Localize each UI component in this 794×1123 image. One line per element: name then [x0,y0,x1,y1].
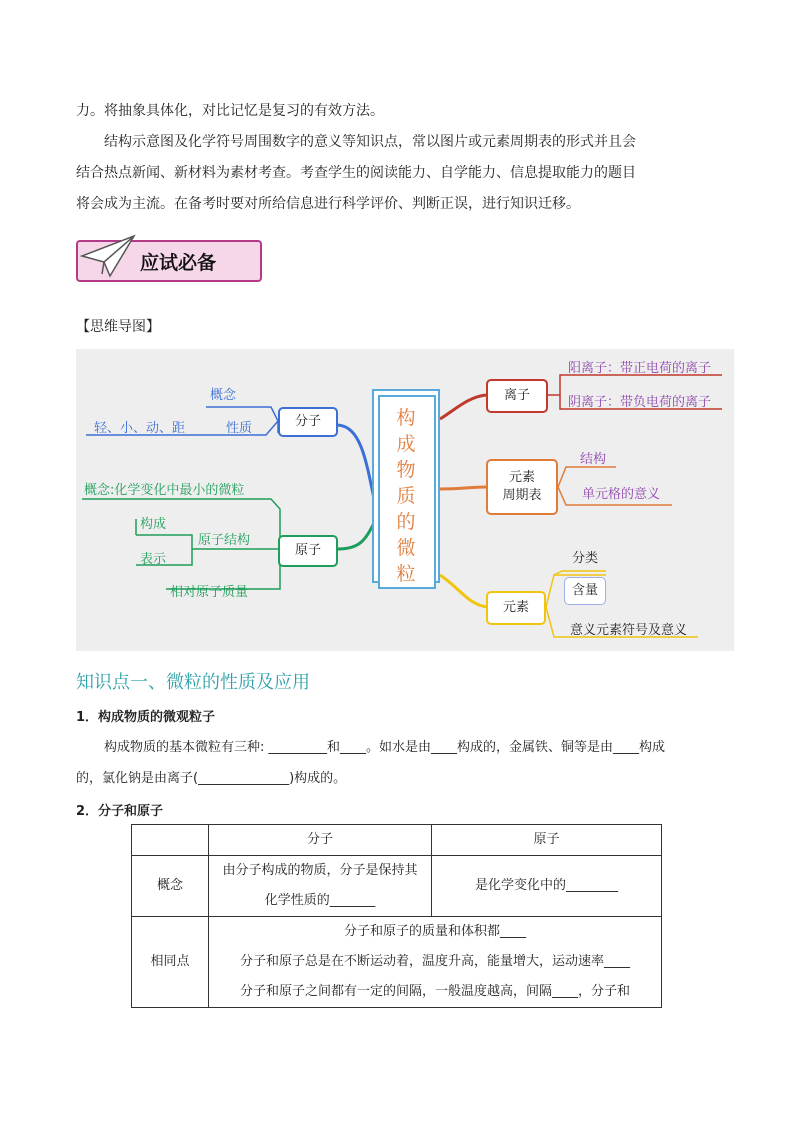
same-line-3: 分子和原子之间都有一定的间隔，一般温度越高，间隔____，分子和 [239,984,630,999]
table-header-row [132,825,662,856]
ion-cation: 阳离子：带正电荷的离子 [568,361,712,376]
table-row-concept [132,856,662,917]
banner-label: 应试必备 [140,252,217,274]
center-title: 构成物质的微粒 [396,407,416,585]
intro-line-1: 力。将抽象具体化，对比记忆是复习的有效方法。 [76,103,384,119]
table-header-empty [132,825,209,856]
row-label-same: 相同点 [132,917,209,1008]
element-node: 元素 [486,591,546,625]
intro-para-2-line-2: 结合热点新闻、新材料为素材考查。考查学生的阅读能力、自学能力、信息提取能力的题目 [76,165,636,181]
atom-composition: 构成 [140,517,167,532]
mindmap-title: 【思维导图】 [76,319,160,335]
element-classification: 分类 [572,551,599,566]
sub1-line-1: 构成物质的基本微粒有三种: _________和____。如水是由____构成的，金属铁、铜等是由____构成 [104,740,666,755]
sub1-line-2: 的，氯化钠是由离子(______________)构成的。 [76,771,347,786]
comparison-table [131,824,662,1008]
section-heading: 知识点一、微粒的性质及应用 [76,672,310,693]
intro-para-2-line-1: 结构示意图及化学符号周围数字的意义等知识点，常以图片或元素周期表的形式并且会 [104,134,636,150]
periodic-label-2: 周期表 [502,488,542,503]
subheading-1: 1．构成物质的微观粒子 [76,710,216,725]
row-label-concept: 概念 [132,856,209,917]
periodic-node [486,459,558,515]
atom-relative-mass: 相对原子质量 [170,585,249,600]
element-symbol-meaning: 意义元素符号及意义 [570,623,688,638]
same-line-1: 分子和原子的质量和体积都____ [343,924,526,939]
molecule-nature: 性质 [226,421,253,436]
periodic-label-1: 元素 [508,470,535,485]
table-row-same [132,917,662,1008]
atom-representation: 表示 [140,552,167,567]
atom-node: 原子 [278,535,338,567]
table-header-molecule: 分子 [209,825,432,856]
periodic-structure: 结构 [580,452,607,467]
concept-molecule-line-2: 化学性质的_______ [264,893,376,908]
element-content: 含量 [564,577,606,605]
atom-structure: 原子结构 [198,533,251,548]
atom-concept: 概念:化学变化中最小的微粒 [84,483,245,498]
table-header-atom: 原子 [432,825,662,856]
same-line-2: 分子和原子总是在不断运动着，温度升高，能量增大，运动速率____ [239,954,630,969]
paper-plane-icon [78,232,138,282]
intro-para-2-line-3: 将会成为主流。在备考时要对所给信息进行科学评价、判断正误，进行知识迁移。 [76,196,580,212]
concept-molecule [209,856,432,917]
molecule-concept: 概念 [210,388,237,403]
same-points [209,917,662,1008]
ion-node: 离子 [486,379,548,413]
ion-anion: 阴离子：带负电荷的离子 [568,395,712,410]
molecule-node: 分子 [278,407,338,437]
molecule-nature-detail: 轻、小、动、距 [94,421,186,436]
subheading-2: 2．分子和原子 [76,804,164,819]
concept-molecule-line-1: 由分子构成的物质，分子是保持其 [222,863,418,878]
periodic-cell-meaning: 单元格的意义 [582,487,661,502]
mindmap [76,349,734,651]
concept-atom: 是化学变化中的________ [432,856,662,917]
